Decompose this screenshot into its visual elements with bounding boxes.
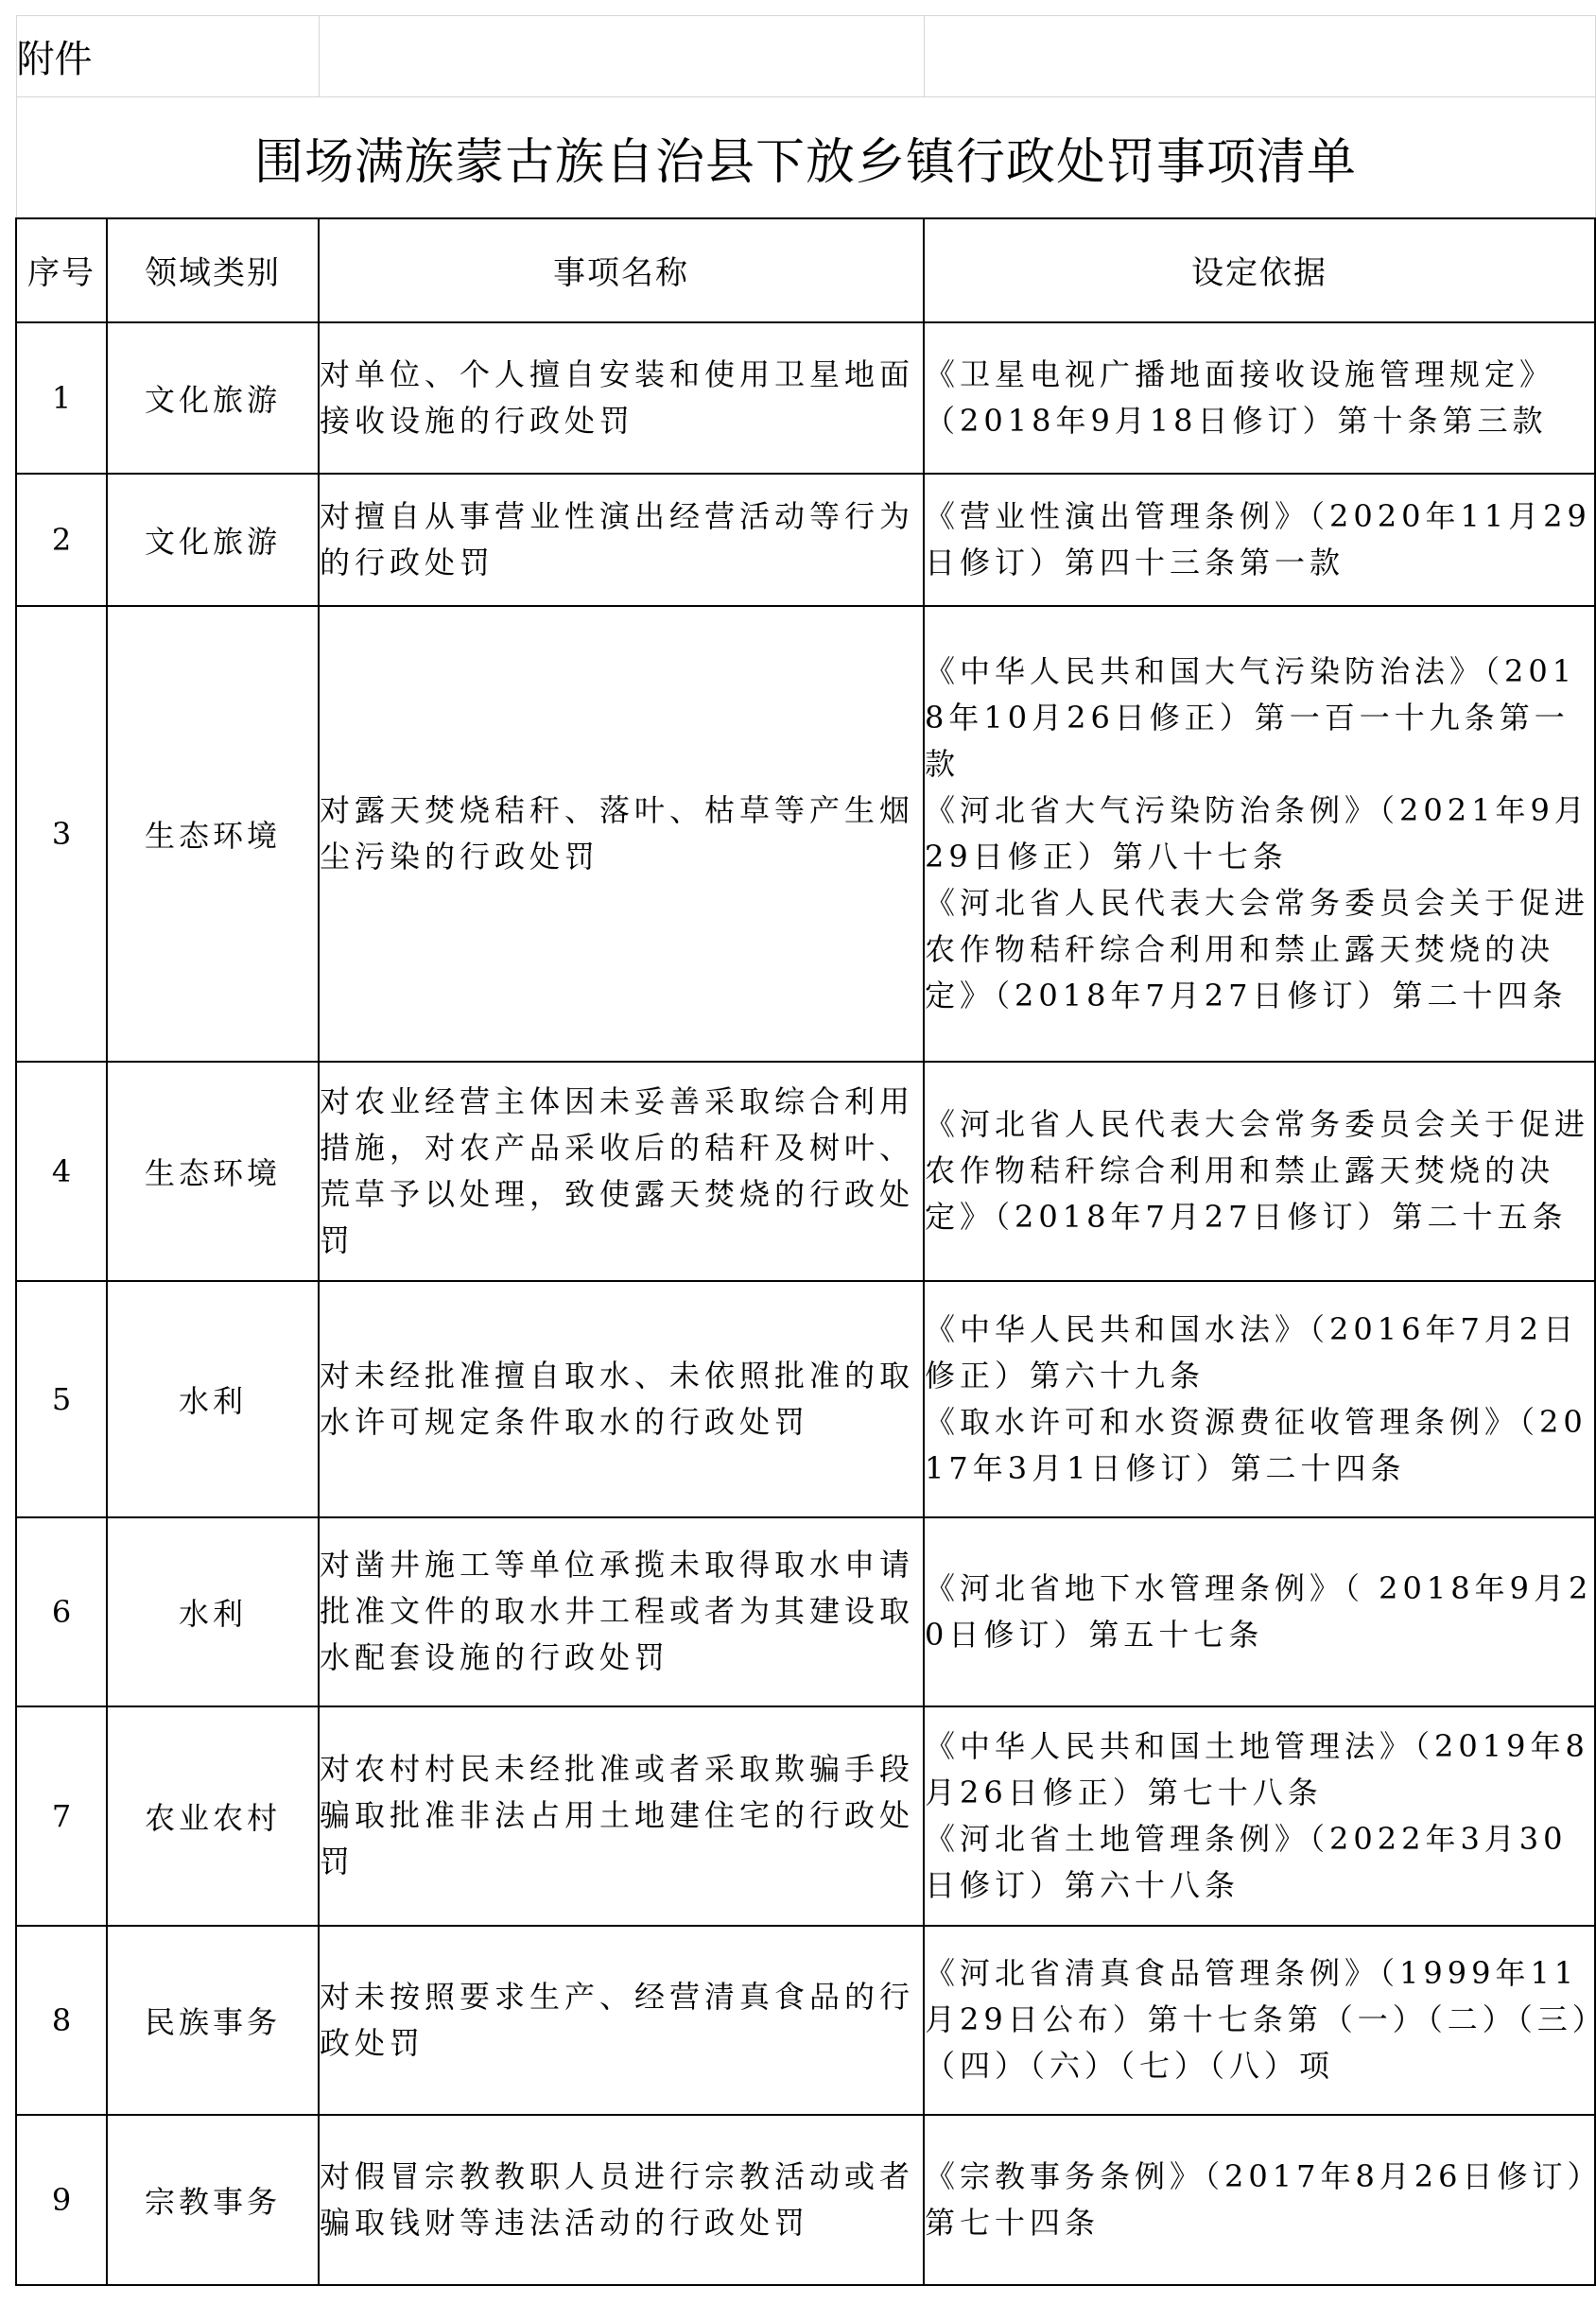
- row-category: 水利: [107, 1517, 319, 1706]
- row-number: 3: [16, 606, 107, 1062]
- basis-entry: 《中华人民共和国水法》（2016年7月2日修正）第六十九条: [925, 1310, 1579, 1394]
- basis-entry: 《中华人民共和国大气污染防治法》（2018年10月26日修正）第一百一十九条第一款: [925, 652, 1577, 782]
- basis-entry: 《河北省人民代表大会常务委员会关于促进农作物秸秆综合利用和禁止露天焚烧的决定》（2018年7月27日修订）第二十四条: [925, 884, 1590, 1013]
- table-row: [16, 2115, 1595, 2285]
- row-basis: [924, 322, 1595, 474]
- row-basis: [924, 474, 1595, 606]
- basis-entry: 《营业性演出管理条例》（2020年11月29日修订）第四十三条第一款: [925, 497, 1591, 580]
- row-category: 民族事务: [107, 1926, 319, 2115]
- row-number: 9: [16, 2115, 107, 2285]
- row-item-name: 对农村村民未经批准或者采取欺骗手段骗取批准非法占用土地建住宅的行政处罚: [319, 1706, 924, 1926]
- basis-entry: 《卫星电视广播地面接收设施管理规定》（2018年9月18日修订）第十条第三款: [925, 355, 1555, 439]
- table-row: [16, 1926, 1595, 2115]
- header-no: 序号: [16, 218, 107, 322]
- page-title: 围场满族蒙古族自治县下放乡镇行政处罚事项清单: [16, 97, 1595, 218]
- row-basis: [924, 1517, 1595, 1706]
- header-item-name: 事项名称: [319, 218, 924, 322]
- row-item-name: 对凿井施工等单位承揽未取得取水申请批准文件的取水井工程或者为其建设取水配套设施的行政处罚: [319, 1517, 924, 1706]
- table-row: [16, 322, 1595, 474]
- table-row: [16, 1706, 1595, 1926]
- row-number: 1: [16, 322, 107, 474]
- row-item-name: 对农业经营主体因未妥善采取综合利用措施，对农产品采收后的秸秆及树叶、荒草予以处理，致使露天焚烧的行政处罚: [319, 1062, 924, 1281]
- row-number: 8: [16, 1926, 107, 2115]
- header-category: 领域类别: [107, 218, 319, 322]
- row-basis: [924, 1062, 1595, 1281]
- row-basis: [924, 606, 1595, 1062]
- penalty-list-table: [15, 15, 1596, 2286]
- row-number: 6: [16, 1517, 107, 1706]
- basis-entry: 《河北省人民代表大会常务委员会关于促进农作物秸秆综合利用和禁止露天焚烧的决定》（2018年7月27日修订）第二十五条: [925, 1106, 1590, 1235]
- row-item-name: 对假冒宗教教职人员进行宗教活动或者骗取钱财等违法活动的行政处罚: [319, 2115, 924, 2285]
- basis-entry: 《河北省大气污染防治条例》（2021年9月29日修正）第八十七条: [925, 791, 1589, 874]
- row-basis: [924, 2115, 1595, 2285]
- table-row: [16, 1281, 1595, 1517]
- row-item-name: 对露天焚烧秸秆、落叶、枯草等产生烟尘污染的行政处罚: [319, 606, 924, 1062]
- row-category: 水利: [107, 1281, 319, 1517]
- table-row: [16, 474, 1595, 606]
- row-category: 宗教事务: [107, 2115, 319, 2285]
- header-row: [16, 218, 1595, 322]
- row-basis: [924, 1926, 1595, 2115]
- row-item-name: 对擅自从事营业性演出经营活动等行为的行政处罚: [319, 474, 924, 606]
- table-row: [16, 1517, 1595, 1706]
- row-basis: [924, 1281, 1595, 1517]
- row-basis: [924, 1706, 1595, 1926]
- basis-entry: 《河北省地下水管理条例》（ 2018年9月20日修订）第五十七条: [925, 1569, 1593, 1653]
- row-category: 文化旅游: [107, 474, 319, 606]
- basis-entry: 《中华人民共和国土地管理法》（2019年8月26日修正）第七十八条: [925, 1727, 1589, 1810]
- row-item-name: 对未按照要求生产、经营清真食品的行政处罚: [319, 1926, 924, 2115]
- basis-entry: 《取水许可和水资源费征收管理条例》（2017年3月1日修订）第二十四条: [925, 1403, 1587, 1486]
- basis-entry: 《河北省土地管理条例》（2022年3月30日修订）第六十八条: [925, 1820, 1568, 1903]
- row-number: 2: [16, 474, 107, 606]
- attachment-label: 附件: [16, 16, 319, 97]
- header-basis: 设定依据: [924, 218, 1595, 322]
- row-number: 7: [16, 1706, 107, 1926]
- row-item-name: 对未经批准擅自取水、未依照批准的取水许可规定条件取水的行政处罚: [319, 1281, 924, 1517]
- row-number: 5: [16, 1281, 107, 1517]
- basis-entry: 《宗教事务条例》（2017年8月26日修订）第七十四条: [925, 2157, 1587, 2241]
- row-number: 4: [16, 1062, 107, 1281]
- table-row: [16, 1062, 1595, 1281]
- title-row: [16, 97, 1595, 218]
- row-category: 生态环境: [107, 1062, 319, 1281]
- row-category: 文化旅游: [107, 322, 319, 474]
- basis-entry: 《河北省清真食品管理条例》（1999年11月29日公布）第十七条第（一）（二）（三）（四）（六）（七）（八）项: [925, 1955, 1592, 2084]
- row-category: 农业农村: [107, 1706, 319, 1926]
- row-category: 生态环境: [107, 606, 319, 1062]
- table-row: [16, 606, 1595, 1062]
- row-item-name: 对单位、个人擅自安装和使用卫星地面接收设施的行政处罚: [319, 322, 924, 474]
- attachment-row: [16, 16, 1595, 97]
